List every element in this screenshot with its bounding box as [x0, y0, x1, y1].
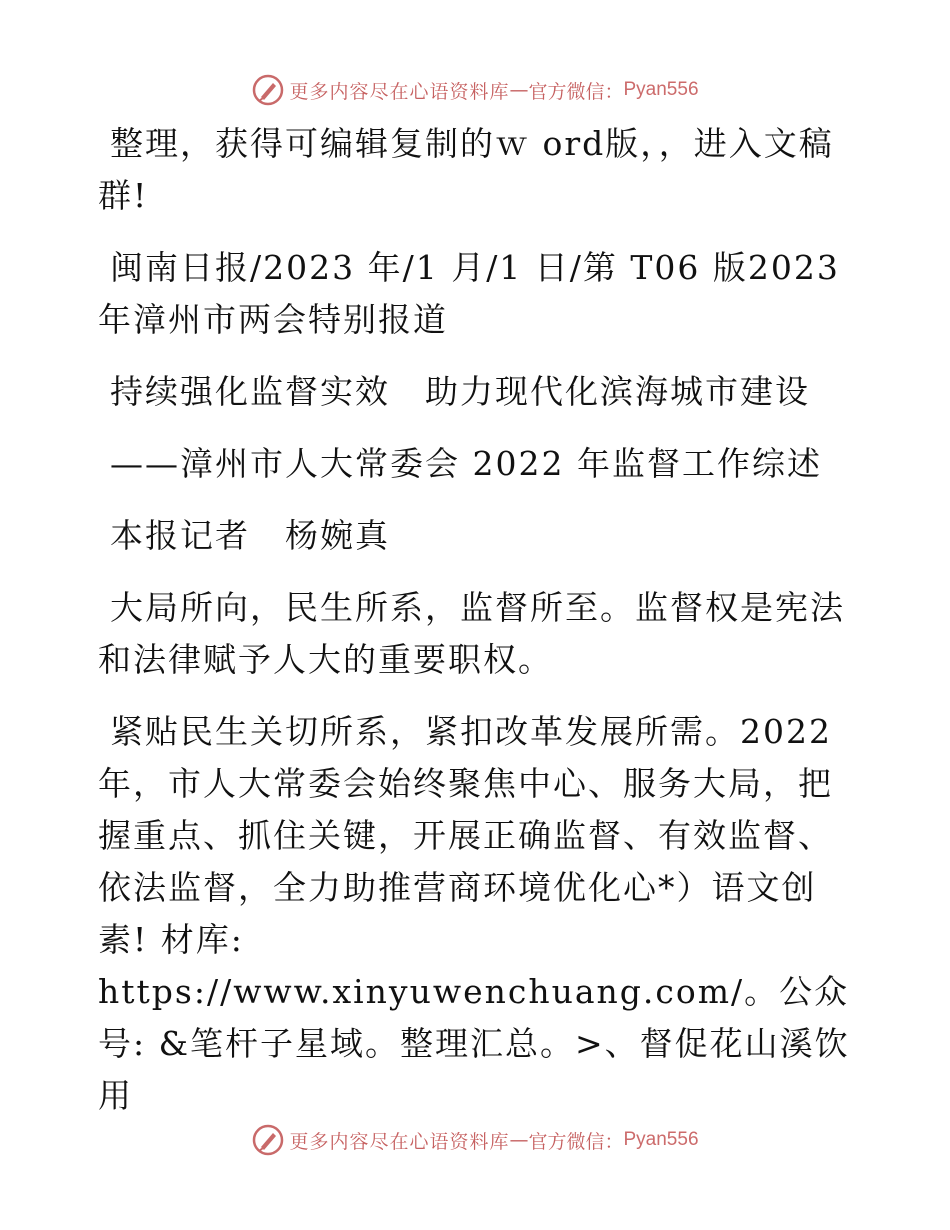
paragraph: 闽南日报/2023 年/1 月/1 日/第 T06 版2023 年漳州市两会特别报道 — [98, 248, 840, 339]
watermark-separator: — — [509, 1129, 529, 1151]
pen-nib-logo-icon — [251, 1123, 285, 1157]
watermark-label: 官方微信： — [528, 80, 624, 103]
watermark-brand: 更多内容尽在心语资料库 — [289, 80, 510, 103]
watermark-label: 官方微信： — [528, 1130, 624, 1153]
paragraph: 整理，获得可编辑复制的ｗ ord版，，进入文稿群! — [98, 124, 834, 215]
pen-nib-logo-icon — [251, 73, 285, 107]
watermark-brand: 更多内容尽在心语资料库 — [289, 1130, 510, 1153]
article-title: 持续强化监督实效 助力现代化滨海城市建设 — [110, 372, 810, 411]
document-body — [98, 118, 858, 1142]
article-subtitle: ——漳州市人大常委会 2022 年监督工作综述 — [110, 444, 822, 483]
watermark-separator: — — [509, 79, 529, 101]
watermark-wechat-id: Pyan556 — [623, 1129, 699, 1150]
byline: 本报记者 杨婉真 — [110, 516, 390, 555]
header-watermark — [0, 70, 950, 110]
footer-watermark — [0, 1120, 950, 1160]
watermark-wechat-id: Pyan556 — [623, 79, 699, 100]
paragraph: 紧贴民生关切所系，紧扣改革发展所需。2022 年，市人大常委会始终聚焦中心、服务大局，把握重点、抓住关键，开展正确监督、有效监督、依法监督，全力助推营商环境优化心*）语文创素! 材库: https://www.xinyuwenchuang.com/。公众号: &笔杆子星域。整理汇总。>、督促花山溪饮用 — [98, 712, 850, 1115]
paragraph: 大局所向，民生所系，监督所至。监督权是宪法和法律赋予人大的重要职权。 — [98, 588, 845, 679]
